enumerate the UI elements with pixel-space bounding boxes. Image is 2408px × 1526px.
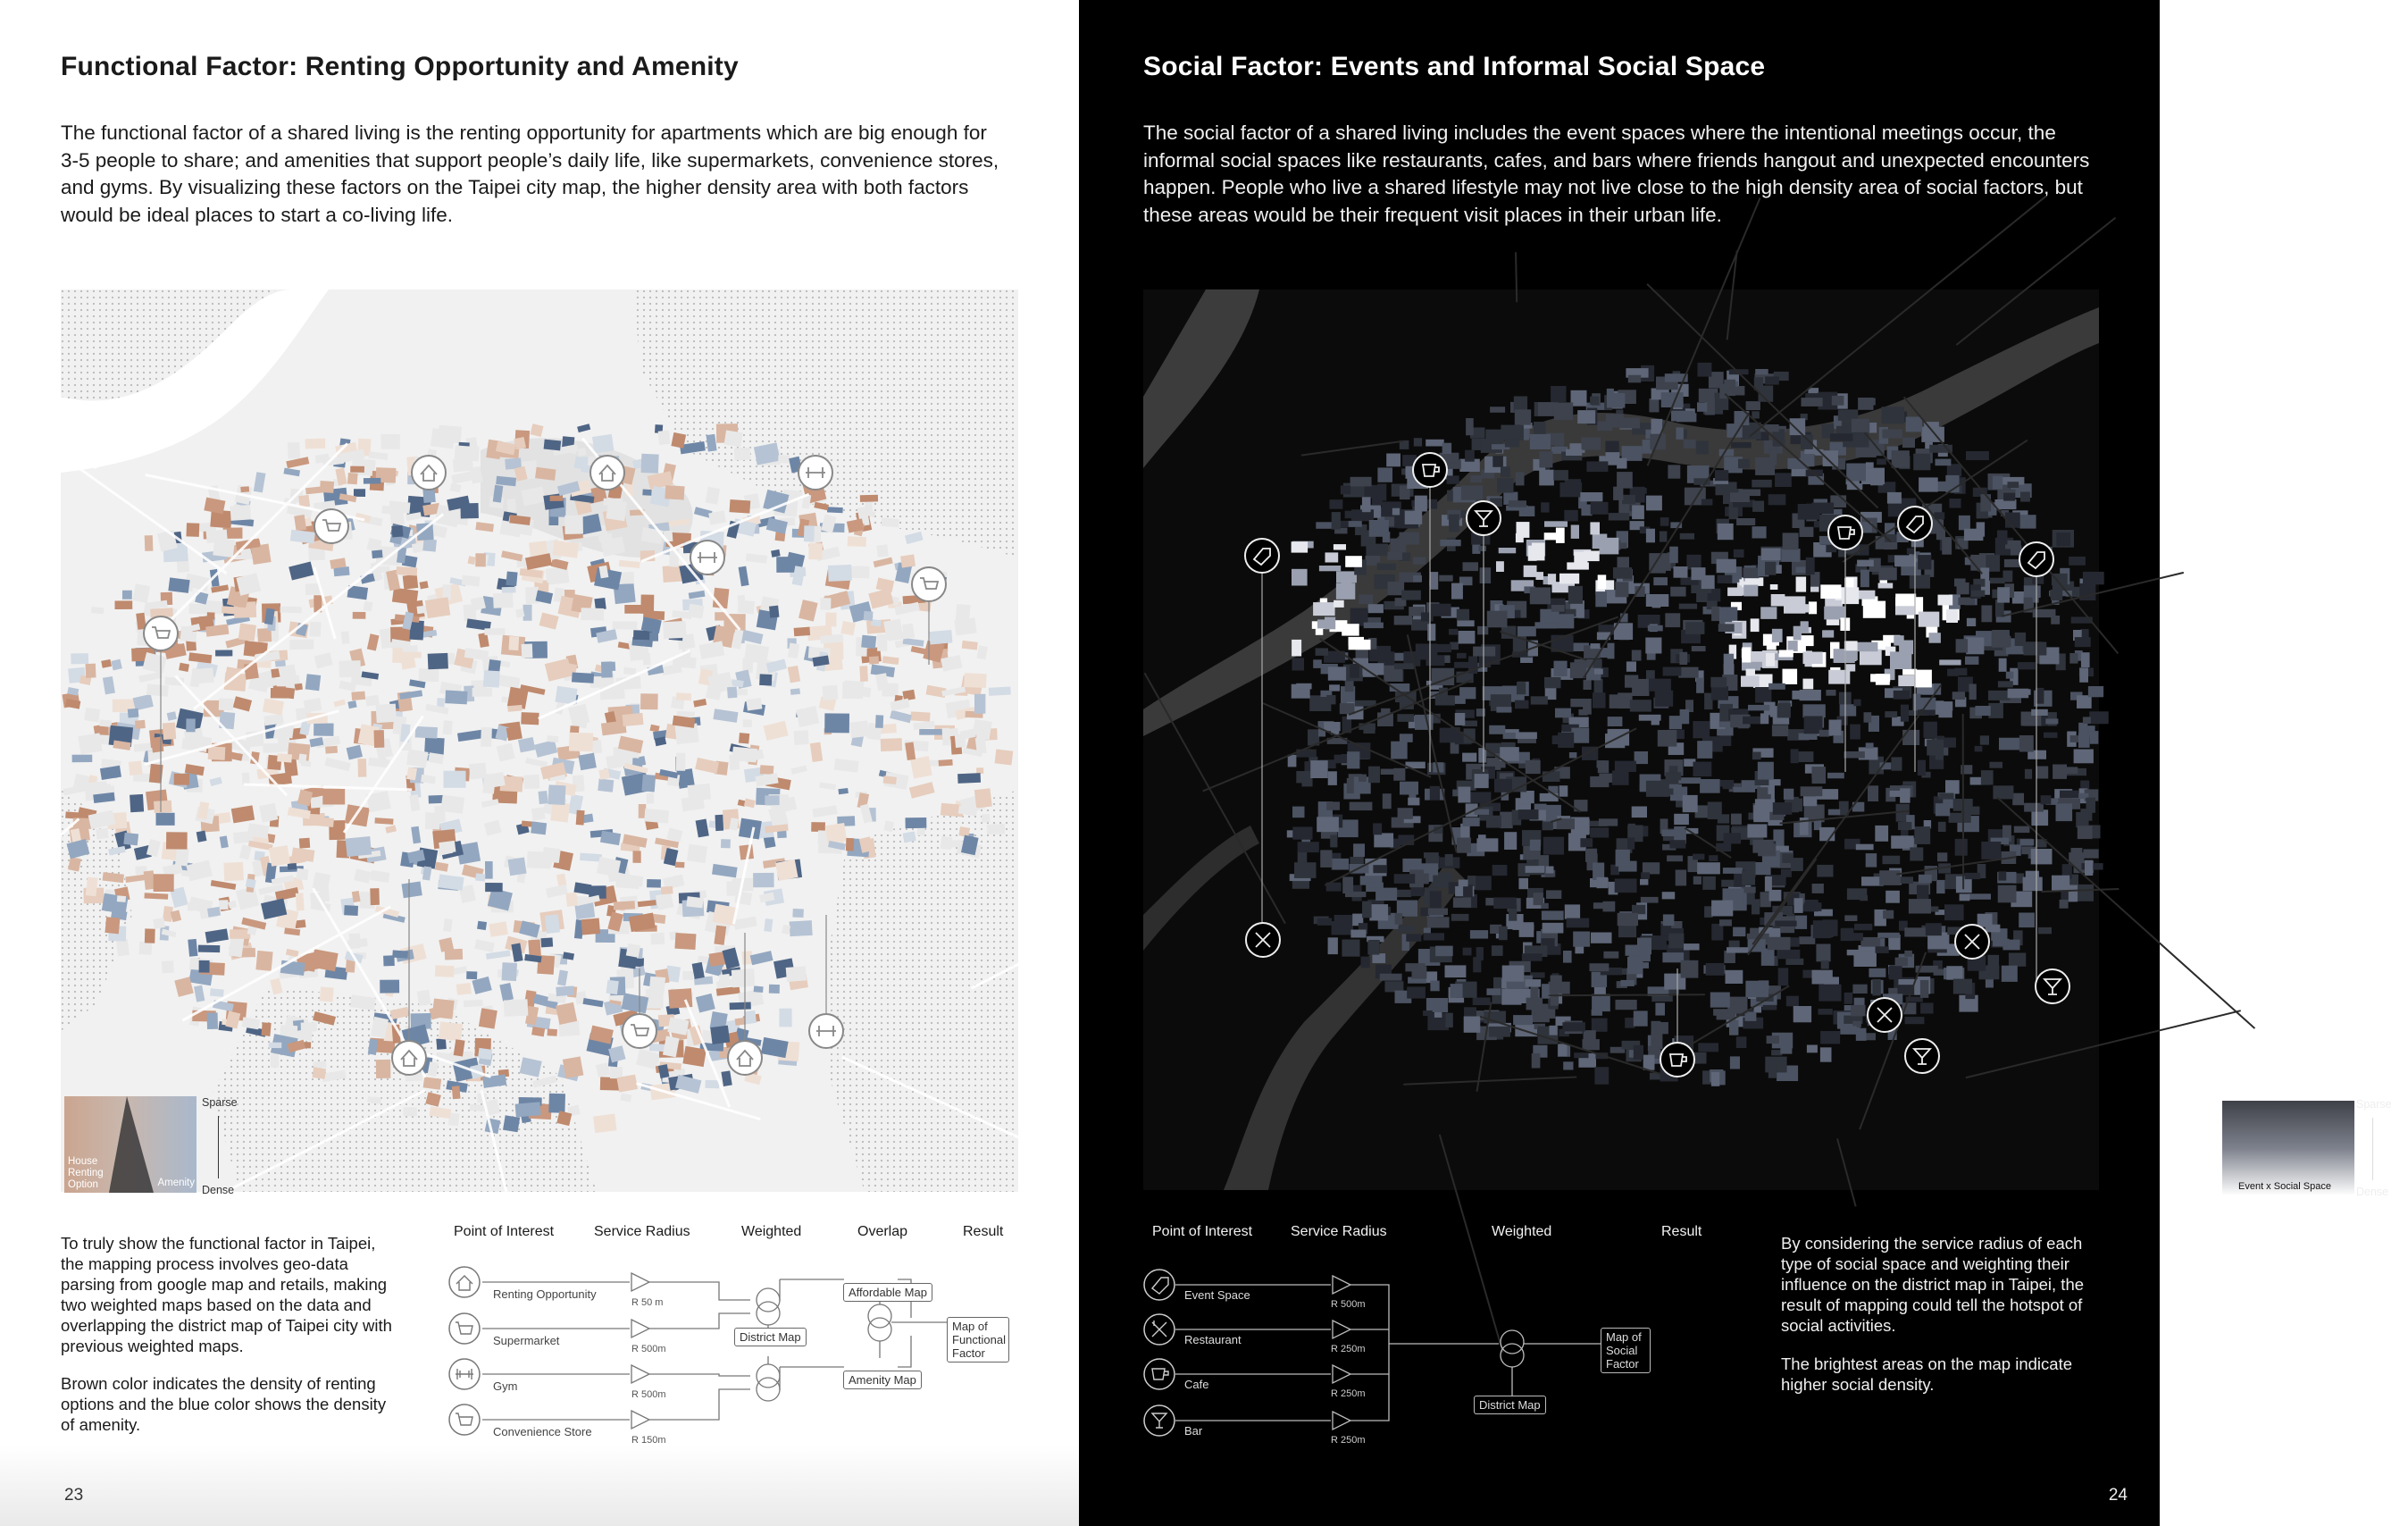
scale-dense-label: Dense xyxy=(202,1184,235,1196)
social-density-legend xyxy=(2222,1101,2354,1195)
left-page-title: Functional Factor: Renting Opportunity and Amenity xyxy=(61,52,739,81)
row-radius: R 250m xyxy=(1331,1344,1366,1354)
row-radius: R 500m xyxy=(631,1344,666,1354)
row-label: Event Space xyxy=(1184,1288,1250,1302)
social-factor-result-box: Map of Social Factor xyxy=(1601,1328,1651,1373)
right-page xyxy=(1079,0,2392,1526)
header-result: Result xyxy=(1661,1224,1702,1239)
social-factor-map xyxy=(1143,289,2099,1190)
left-intro-paragraph: The functional factor of a shared living is the renting opportunity for apartments which are big enough for 3-5 people to share; and amenities that support people’s daily life, like supermarkets, convenience stores, and gyms. By visualizing these factors on the Taipei city map, the higher density area with both factors would be ideal places to start a co-living life. xyxy=(61,122,999,226)
row-label: Supermarket xyxy=(493,1334,560,1347)
scale-sparse-label: Sparse xyxy=(202,1096,238,1109)
functional-factor-map xyxy=(61,289,1018,1192)
header-weighted: Weighted xyxy=(1492,1224,1552,1239)
page-gradient xyxy=(0,1446,1079,1526)
row-radius: R 500m xyxy=(1331,1299,1366,1310)
row-radius: R 250m xyxy=(1331,1435,1366,1446)
left-body-paragraph-1: To truly show the functional factor in Taipei, the mapping process involves geo-data parsing from google map and retails, making two weighted maps based on the data and overlapping the district map of Taipei city with previous weighted maps. xyxy=(61,1234,392,1355)
header-weighted: Weighted xyxy=(741,1224,802,1239)
scale-dense-label: Dense xyxy=(2356,1186,2389,1198)
scale-line xyxy=(218,1116,219,1178)
district-map-box: District Map xyxy=(1474,1396,1546,1414)
affordable-map-box: Affordable Map xyxy=(843,1283,932,1302)
left-page xyxy=(0,0,1079,1526)
row-radius: R 150m xyxy=(631,1435,666,1446)
scale-sparse-label: Sparse xyxy=(2356,1098,2392,1111)
left-body-paragraph-2: Brown color indicates the density of renting options and the blue color shows the density of amenity. xyxy=(61,1374,387,1434)
density-legend xyxy=(64,1096,196,1193)
row-label: Bar xyxy=(1184,1424,1203,1438)
legend-amenity-label: Amenity xyxy=(157,1178,195,1188)
right-body-paragraph-1: By considering the service radius of each type of social space and weighting their influence on the district map in Taipei, the result of mapping could tell the hotspot of social activities. xyxy=(1781,1234,2085,1335)
legend-house-label: House Renting Option xyxy=(68,1156,104,1190)
header-service-radius: Service Radius xyxy=(594,1224,690,1239)
functional-factor-result-box: Map of Functional Factor xyxy=(947,1317,1009,1362)
row-label: Cafe xyxy=(1184,1378,1209,1391)
density-scale xyxy=(200,1096,254,1196)
right-page-title: Social Factor: Events and Informal Social Space xyxy=(1143,52,1766,81)
header-overlap: Overlap xyxy=(857,1224,908,1239)
row-label: Convenience Store xyxy=(493,1425,592,1438)
row-label: Gym xyxy=(493,1379,518,1393)
district-map-box: District Map xyxy=(734,1328,807,1346)
amenity-map-box: Amenity Map xyxy=(843,1371,922,1389)
functional-process-diagram xyxy=(447,1224,1027,1456)
row-radius: R 50 m xyxy=(631,1297,664,1308)
row-radius: R 250m xyxy=(1331,1388,1366,1399)
page-number: 24 xyxy=(2108,1486,2128,1505)
header-result: Result xyxy=(963,1224,1004,1239)
page-number: 23 xyxy=(64,1486,84,1505)
scale-line xyxy=(2372,1118,2373,1180)
row-radius: R 500m xyxy=(631,1389,666,1400)
right-intro-paragraph: The social factor of a shared living includes the event spaces where the intentional meetings occur, the informal social spaces like restaurants, cafes, and bars where friends hangout and unexpected encounters happen. People who live a shared lifestyle may not live close to the high density area of social factors, but these areas would be their frequent visit places in their urban life. xyxy=(1143,122,2090,226)
row-label: Restaurant xyxy=(1184,1333,1242,1346)
right-body-paragraph-2: The brightest areas on the map indicate higher social density. xyxy=(1781,1354,2072,1394)
row-label: Renting Opportunity xyxy=(493,1287,597,1301)
social-process-diagram xyxy=(1143,1224,1760,1456)
social-density-scale xyxy=(2354,1098,2408,1198)
legend-event-social-label: Event x Social Space xyxy=(2238,1181,2331,1192)
header-point-of-interest: Point of Interest xyxy=(1152,1224,1253,1239)
header-service-radius: Service Radius xyxy=(1291,1224,1387,1239)
header-point-of-interest: Point of Interest xyxy=(454,1224,555,1239)
